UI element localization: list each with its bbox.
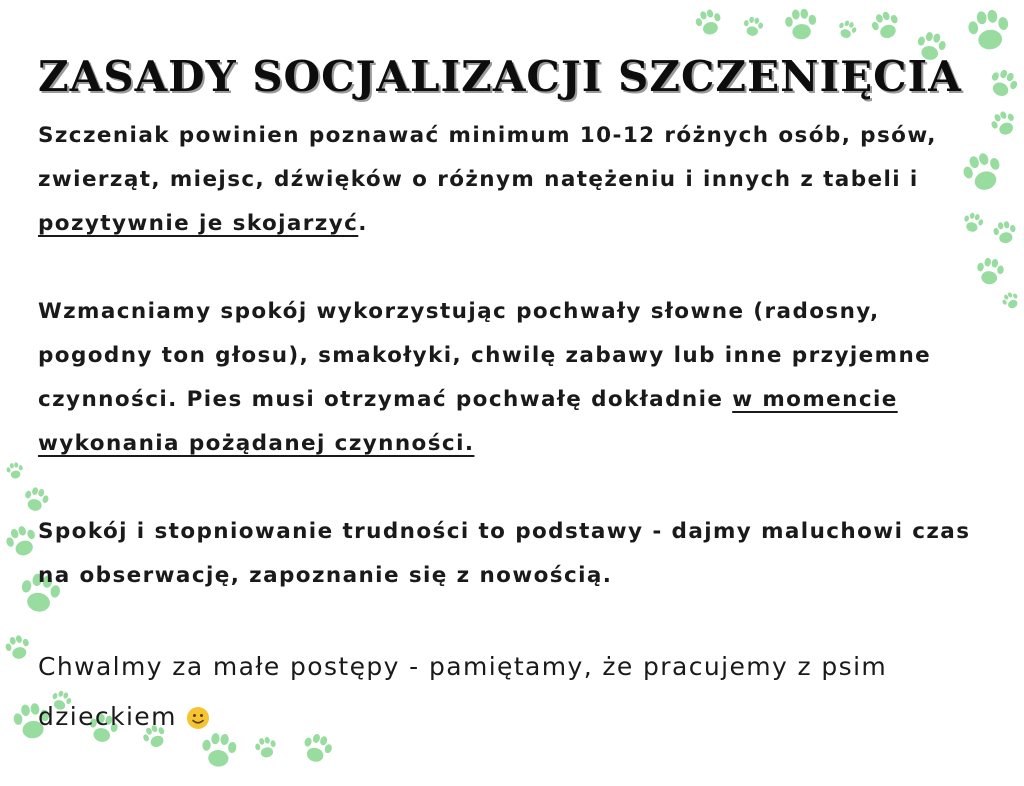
paw-print-icon — [835, 18, 859, 42]
underlined-phrase: w momencie wykonania pożądanej czynności. — [38, 387, 898, 456]
underlined-phrase: pozytywnie je skojarzyć — [38, 211, 359, 236]
paw-print-icon — [692, 6, 726, 40]
paragraph-socialization-minimum — [38, 114, 998, 246]
smiley-face-icon — [186, 706, 210, 730]
paragraph-text: Chwalmy za małe postępy - pamiętamy, że pracujemy z psim dzieckiem — [38, 652, 888, 731]
paw-print-icon — [4, 460, 26, 482]
paragraph-reinforcement — [38, 290, 998, 466]
paragraph-end: . — [358, 211, 368, 236]
paragraph-text: Szczeniak powinien poznawać minimum 10-12 różnych osób, psów, zwierząt, miejsc, dźwięków o różnym natężeniu i innych z tabeli i — [38, 123, 937, 192]
paragraph-text: Wzmacniamy spokój wykorzystując pochwały słowne (radosny, pogodny ton głosu), smakołyki, chwilę zabawy lub inne przyjemne czynności. Pies musi otrzymać pochwałę dokładnie — [38, 299, 932, 412]
paw-print-icon — [740, 14, 766, 40]
paw-print-icon — [780, 4, 822, 46]
paragraph-text: Spokój i stopniowanie trudności to podstawy - dajmy maluchowi czas na obserwację, zapoznanie się z nowością. — [38, 519, 971, 588]
page-title: ZASADY SOCJALIZACJI SZCZENIĘCIA — [38, 52, 962, 101]
paw-print-icon — [962, 4, 1016, 58]
paw-print-icon — [985, 66, 1021, 102]
paw-print-icon — [1000, 290, 1022, 312]
paw-print-icon — [2, 522, 42, 562]
paw-print-icon — [2, 632, 34, 664]
paragraph-praise — [38, 642, 998, 742]
paragraph-calm-gradual — [38, 510, 998, 598]
paw-print-icon — [868, 8, 904, 44]
content-body — [38, 114, 998, 786]
